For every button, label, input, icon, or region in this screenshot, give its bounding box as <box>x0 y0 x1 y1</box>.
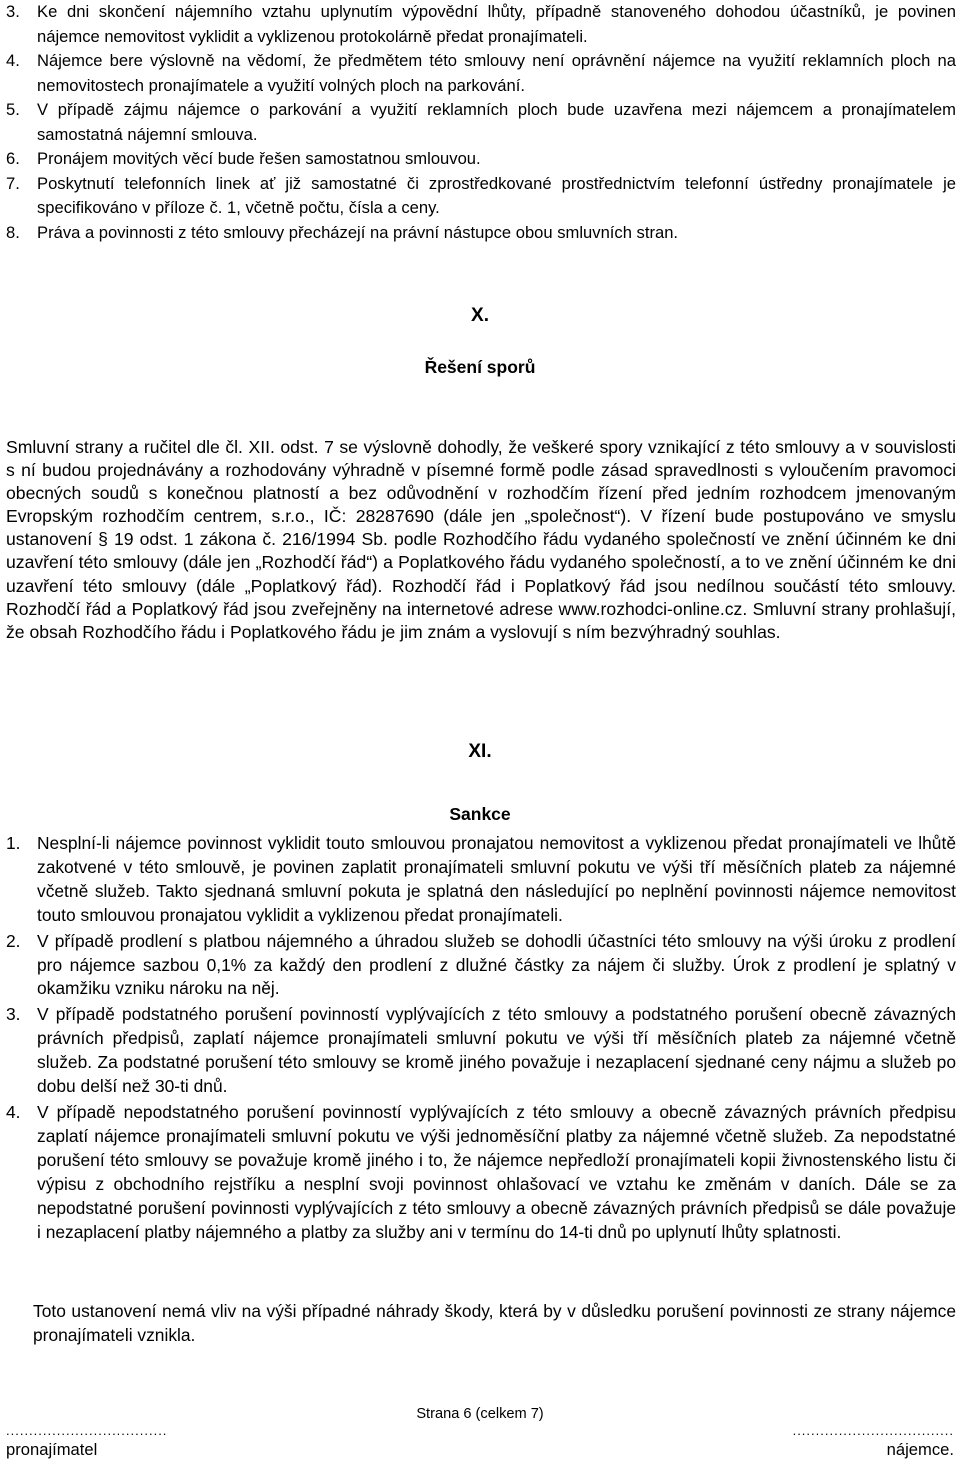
item-text: Práva a povinnosti z této smlouvy přecházejí na právní nástupce obou smluvních stran. <box>37 222 679 242</box>
sanctions-list <box>0 832 956 1246</box>
item-number: 3. <box>6 1004 21 1025</box>
page-number: Strana 6 (celkem 7) <box>416 1406 544 1422</box>
list-item <box>0 98 956 147</box>
item-text: Nesplní-li nájemce povinnost vyklidit touto smlouvou pronajatou nemovitost a vyklizenou předat pronajímateli ve lhůtě zakotvené v této smlouvě, je povinen zaplatit pronajímateli smluvní pokutu ve výši tří měsíčních plateb za nájemné včetně služeb. Takto sjednaná smluvní pokuta je splatná den následující po neplnění povinnosti nájemce nemovitost touto smlouvou pronajatou vyklidit a vyklizenou předat pronajímateli. <box>37 833 956 925</box>
item-number: 3. <box>6 2 20 21</box>
item-text: V případě nepodstatného porušení povinností vyplývajících z této smlouvy a obecně závazných právních předpisu zaplatí nájemce pronajímateli smluvní pokutu ve výši jednoměsíční platby za nájemné včetně služeb. Za nepodstatné porušení této smlouvy se považuje kromě jiného i to, že nájemce nepředloží pronajímateli kopii živnostenského listu či výpisu z obchodního rejstříku a nesplní svoji povinnost ohlašovací ve vztahu ke změnám v daních. Dále se za nepodstatné porušení povinnosti vyplývajících z této smlouvy a obecně závazných právních předpisů se dále považuje i nezaplacení platby nájemného a platby za služby ani v termínu do 14-ti dnů po uplynutí lhůty splatnosti. <box>37 1101 956 1242</box>
item-text: Pronájem movitých věcí bude řešen samostatnou smlouvou. <box>37 149 481 168</box>
item-number: 4. <box>6 1101 21 1122</box>
item-number: 7. <box>6 173 20 193</box>
list-item <box>0 221 956 246</box>
item-text: V případě zájmu nájemce o parkování a využití reklamních ploch bude uzavřena mezi nájemcem a pronajímatelem samostatná nájemní smlouva. <box>37 100 956 144</box>
list-item <box>0 172 956 221</box>
item-text: V případě prodlení s platbou nájemného a úhradou služeb se dohodli účastníci této smlouvy na výši úroku z prodlení pro nájemce sazbou 0,1% za každý den prodlení z dlužné částky za nájem či služby. Úrok z prodlení je splatný v okamžiku vzniku nároku na něj. <box>37 930 956 999</box>
section-xi-title: Sankce <box>449 804 511 824</box>
article-items-list <box>0 0 956 245</box>
item-text: Ke dni skončení nájemního vztahu uplynutím výpovědní lhůty, případně stanoveného dohodou účastníků, je povinen nájemce nemovitost vyklidit a vyklizenou protokolárně předat pronajímateli. <box>37 2 956 46</box>
item-number: 2. <box>6 930 21 951</box>
list-item <box>0 832 956 928</box>
signature-label-tenant: nájemce. <box>886 1440 954 1459</box>
section-x-numeral: X. <box>471 305 489 326</box>
item-number: 8. <box>6 222 20 242</box>
item-text: Poskytnutí telefonních linek ať již samostatné či zprostředkované prostřednictvím telefonní ústředny pronajímatele je specifikováno v příloze č. 1, včetně počtu, čísla a ceny. <box>37 173 956 217</box>
section-x-paragraph: Smluvní strany a ručitel dle čl. XII. odst. 7 se výslovně dohodly, že veškeré spory vznikající z této smlouvy a v souvislosti s ní budou projednávány a rozhodovány výhradně v písemné formě podle zásad spravedlnosti s vyloučením pravomoci obecných soudů s konečnou platností a bez odůvodnění v rozhodčím řízení před jedním rozhodcem jmenovaným Evropským rozhodčím centrem, s.r.o., IČ: 28287690 (dále jen „společnost“). V řízení bude postupováno ve smyslu ustanovení § 19 odst. 1 zákona č. 216/1994 Sb. podle Rozhodčího řádu vydaného společností ve znění účinném ke dni uzavření této smlouvy (dále jen „Rozhodčí řád“) a Poplatkového řádu vydaného společností, a to ve znění účinném ke dni uzavření této smlouvy (dále „Poplatkový řád). Rozhodčí řád i Poplatkový řád jsou nedílnou součástí této smlouvy. Rozhodčí řád a Poplatkový řád jsou zveřejněny na internetové adrese www.rozhodci-online.cz. Smluvní strany prohlašují, že obsah Rozhodčího řádu i Poplatkového řádu je jim znám a vyslovují s ním bezvýhradný souhlas. <box>6 437 956 642</box>
list-item <box>0 0 956 49</box>
section-x-title: Řešení sporů <box>424 357 536 377</box>
item-number: 1. <box>6 833 21 853</box>
signature-line-right: ................................... <box>792 1423 954 1438</box>
item-number: 6. <box>6 149 20 168</box>
signature-line-left: ................................... <box>6 1423 168 1438</box>
section-xi-numeral: XI. <box>468 741 492 762</box>
list-item <box>0 1003 956 1099</box>
list-item <box>0 147 956 172</box>
item-number: 4. <box>6 51 20 70</box>
list-item <box>0 1101 956 1244</box>
item-text: V případě podstatného porušení povinností vyplývajících z této smlouvy a podstatného porušení obecně závazných právních předpisů, zaplatí nájemce pronajímateli smluvní pokutu ve výši tří měsíčních plateb za nájemné včetně služeb. Za podstatné porušení této smlouvy se kromě jiného považuje i nezaplacení sjednané ceny nájmu a služeb po dobu delší než 30-ti dnů. <box>37 1004 956 1097</box>
list-item <box>0 49 956 98</box>
list-item <box>0 930 956 1002</box>
item-text: Nájemce bere výslovně na vědomí, že předmětem této smlouvy není oprávnění nájemce na využití reklamních ploch na nemovitostech pronajímatele a využití volných ploch na parkování. <box>37 51 956 95</box>
section-xi-closing: Toto ustanovení nemá vliv na výši případné náhrady škody, která by v důsledku porušení povinnosti ze strany nájemce pronajímateli vznikla. <box>33 1301 956 1345</box>
signature-label-landlord: pronajímatel <box>6 1440 98 1459</box>
item-number: 5. <box>6 100 20 119</box>
